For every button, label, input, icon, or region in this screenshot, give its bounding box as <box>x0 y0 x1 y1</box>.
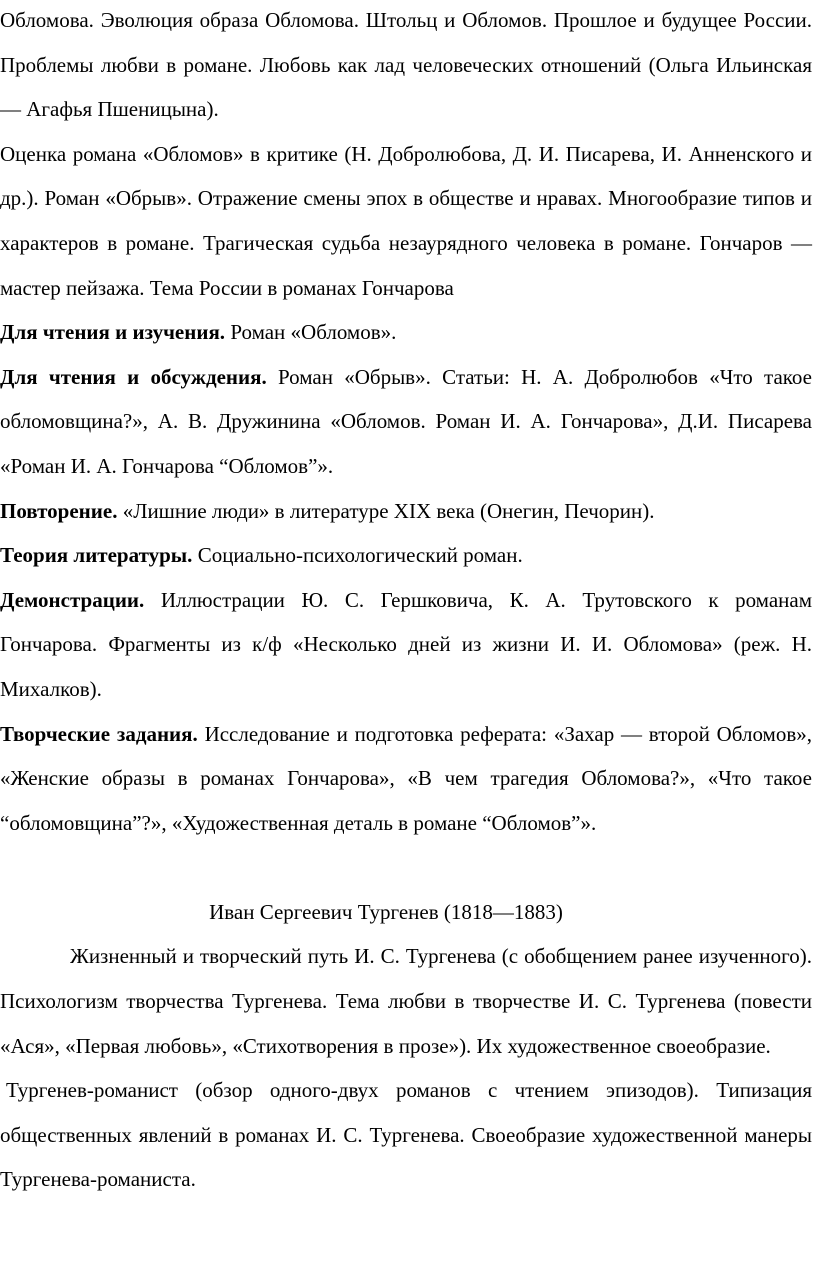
section-heading-turgenev: Иван Сергеевич Тургенев (1818—1883) <box>209 899 563 924</box>
paragraph-reading-study <box>0 310 812 355</box>
paragraph-reading-discussion <box>0 355 812 489</box>
creative-tasks-text: Исследование и подготовка реферата: «Захар — второй Обломов», «Женские образы в романах Гончарова», «В чем трагедия Обломова?», «Что такое “обломовщина”?», «Художественная деталь в романе “Обломов”». <box>0 721 813 835</box>
paragraph-turgenev-novelist: Тургенев-романист (обзор одного-двух романов с чтением эпизодов). Типизация общественных явлений в романах И. С. Тургенева. Своеобразие художественной манеры Тургенева-романиста. <box>0 1078 812 1192</box>
demonstrations-label: Демонстрации. <box>0 587 145 612</box>
theory-label: Теория литературы. <box>0 543 193 568</box>
reading-discussion-label: Для чтения и обсуждения. <box>0 364 267 389</box>
reading-study-text: Роман «Обломов». <box>225 320 397 345</box>
repetition-label: Повторение. <box>0 498 118 523</box>
creative-tasks-label: Творческие задания. <box>0 721 198 746</box>
paragraph-oblomov-evolution: Обломова. Эволюция образа Обломова. Штольц и Обломов. Прошлое и будущее России. Проблемы любви в романе. Любовь как лад человеческих отношений (Ольга Ильинская — Агафья Пшеницына). <box>0 8 812 122</box>
paragraph-repetition <box>0 489 812 534</box>
demonstrations-text: Иллюстрации Ю. С. Гершковича, К. А. Трутовского к романам Гончарова. Фрагменты из к/ф «Несколько дней из жизни И. И. Обломова» (реж. Н. Михалков). <box>0 587 812 701</box>
repetition-text: «Лишние люди» в литературе XIX века (Онегин, Печорин). <box>117 498 655 523</box>
paragraph-theory <box>0 533 812 578</box>
blank-line <box>0 845 812 890</box>
paragraph-creative-tasks <box>0 712 812 846</box>
reading-study-label: Для чтения и изучения. <box>0 320 226 345</box>
theory-text: Социально-психологический роман. <box>192 543 523 568</box>
paragraph-turgenev-life: Жизненный и творческий путь И. С. Тургенева (с обобщением ранее изученного). Психологизм творчества Тургенева. Тема любви в творчестве И. С. Тургенева (повести «Ася», «Первая любовь», «Стихотворения в прозе»). Их художественное своеобразие. <box>0 944 812 1058</box>
reading-discussion-text: Роман «Обрыв». Статьи: Н. А. Добролюбов «Что такое обломовщина?», А. В. Дружинина «Обломов. Роман И. А. Гончарова», Д.И. Писарева «Роман И. А. Гончарова “Обломов”». <box>0 364 812 478</box>
paragraph-oblomov-criticism: Оценка романа «Обломов» в критике (Н. Добролюбова, Д. И. Писарева, И. Анненского и др.). Роман «Обрыв». Отражение смены эпох в обществе и нравах. Многообразие типов и характеров в романе. Трагическая судьба незаурядного человека в романе. Гончаров — мастер пейзажа. Тема России в романах Гончарова <box>0 141 812 300</box>
paragraph-demonstrations <box>0 578 812 712</box>
